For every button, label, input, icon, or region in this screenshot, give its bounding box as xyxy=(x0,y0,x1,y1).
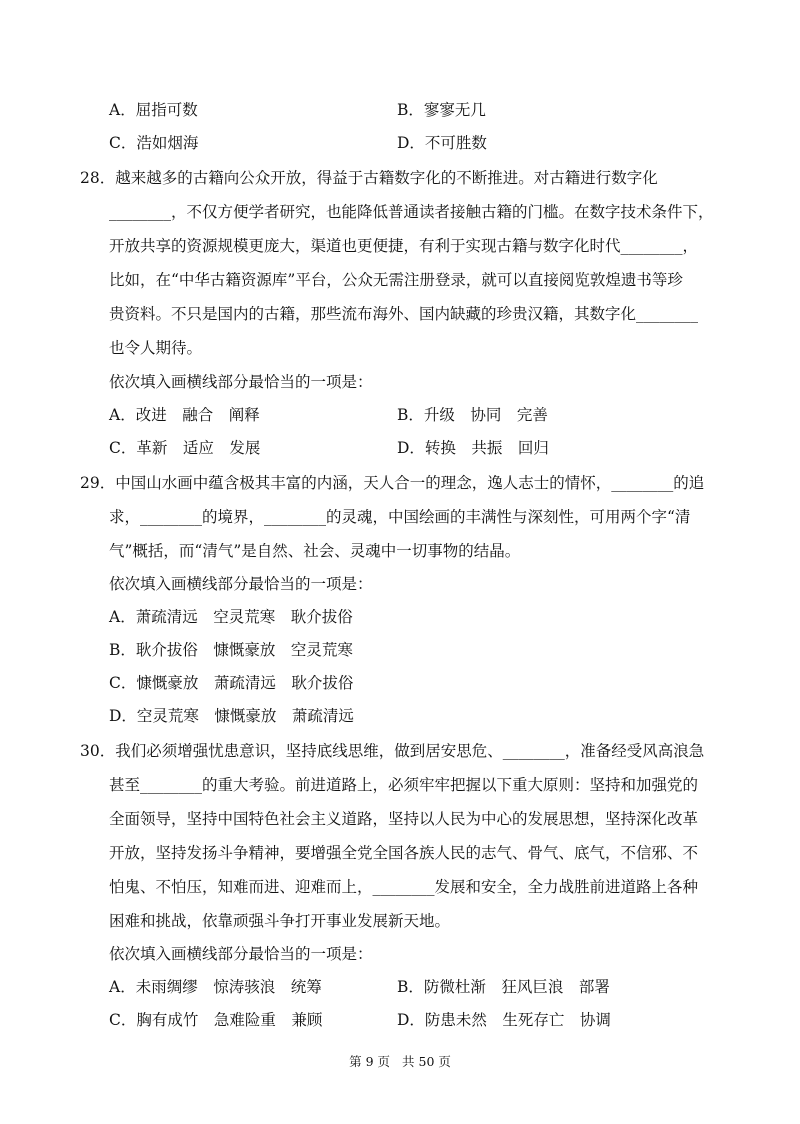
q30-prompt: 依次填入画横线部分最恰当的一项是： xyxy=(109,945,373,963)
q30-option-d: D．防患未然 生死存亡 协调 xyxy=(397,1011,611,1029)
q30-stem-line-5: 怕鬼、不怕压，知难而进、迎难而上，________发展和安全，全力战胜前进道路上各种 xyxy=(109,878,699,896)
q28-stem-line-4: 比如，在“中华古籍资源库”平台，公众无需注册登录，就可以直接阅览敦煌遗书等珍 xyxy=(109,271,683,289)
q28-stem-line-3: 开放共享的资源规模更庞大，渠道也更便捷，有利于实现古籍与数字化时代________， xyxy=(109,237,699,255)
q27-option-a: A．屈指可数 xyxy=(109,101,198,119)
q30-stem-line-4: 开放，坚持发扬斗争精神，要增强全党全国各族人民的志气、骨气、底气，不信邪、不 xyxy=(109,844,699,862)
q29-option-c: C．慷慨豪放 萧疏清远 耿介拔俗 xyxy=(109,674,354,692)
q30-stem-line-6: 困难和挑战，依靠顽强斗争打开事业发展新天地。 xyxy=(109,912,451,930)
q30-option-b: B．防微杜渐 狂风巨浪 部署 xyxy=(397,978,610,996)
page-total: 共 50 页 xyxy=(402,1054,451,1069)
q28-stem-line-5: 贵资料。不只是国内的古籍，那些流布海外、国内缺藏的珍贵汉籍，其数字化________ xyxy=(109,305,699,323)
q28-option-b: B．升级 协同 完善 xyxy=(397,406,548,424)
q29-prompt: 依次填入画横线部分最恰当的一项是： xyxy=(109,575,373,593)
q30-option-a: A．未雨绸缪 惊涛骇浪 统筹 xyxy=(109,978,322,996)
q27-option-b: B．寥寥无几 xyxy=(397,101,486,119)
q30-stem-line-2: 甚至________的重大考验。前进道路上，必须牢牢把握以下重大原则：坚持和加强党的 xyxy=(109,776,699,794)
q28-option-a: A．改进 融合 阐释 xyxy=(109,406,260,424)
q27-option-c: C．浩如烟海 xyxy=(109,134,199,152)
q29-stem-line-2: 求，________的境界，________的灵魂，中国绘画的丰满性与深刻性，可用两个字“清 xyxy=(109,508,691,526)
page-number: 第 9 页 xyxy=(349,1054,391,1069)
q28-stem-line-2: ________，不仅方便学者研究，也能降低普通读者接触古籍的门槛。在数字技术条件下， xyxy=(109,203,714,221)
q28-stem-line-1: 28．越来越多的古籍向公众开放，得益于古籍数字化的不断推进。对古籍进行数字化 xyxy=(80,169,658,187)
q29-stem-line-3: 气”概括，而“清气”是自然、社会、灵魂中一切事物的结晶。 xyxy=(109,542,521,560)
page-footer xyxy=(0,1053,800,1071)
q30-stem-line-1: 30．我们必须增强忧患意识，坚持底线思维，做到居安思危、________，准备经受风高浪急 xyxy=(80,742,705,760)
q29-stem-line-1: 29．中国山水画中蕴含极其丰富的内涵，天人合一的理念，逸人志士的情怀，________的追 xyxy=(80,474,705,492)
q29-option-a: A．萧疏清远 空灵荒寒 耿介拔俗 xyxy=(109,608,353,626)
q27-option-d: D．不可胜数 xyxy=(397,134,487,152)
q28-prompt: 依次填入画横线部分最恰当的一项是： xyxy=(109,373,373,391)
q28-option-d: D．转换 共振 回归 xyxy=(397,439,549,457)
q30-stem-line-3: 全面领导，坚持中国特色社会主义道路，坚持以人民为中心的发展思想，坚持深化改革 xyxy=(109,810,699,828)
q28-option-c: C．革新 适应 发展 xyxy=(109,439,261,457)
q28-stem-line-6: 也令人期待。 xyxy=(109,339,203,357)
q30-option-c: C．胸有成竹 急难险重 兼顾 xyxy=(109,1011,323,1029)
q29-option-d: D．空灵荒寒 慷慨豪放 萧疏清远 xyxy=(109,707,354,725)
q29-option-b: B．耿介拔俗 慷慨豪放 空灵荒寒 xyxy=(109,641,353,659)
